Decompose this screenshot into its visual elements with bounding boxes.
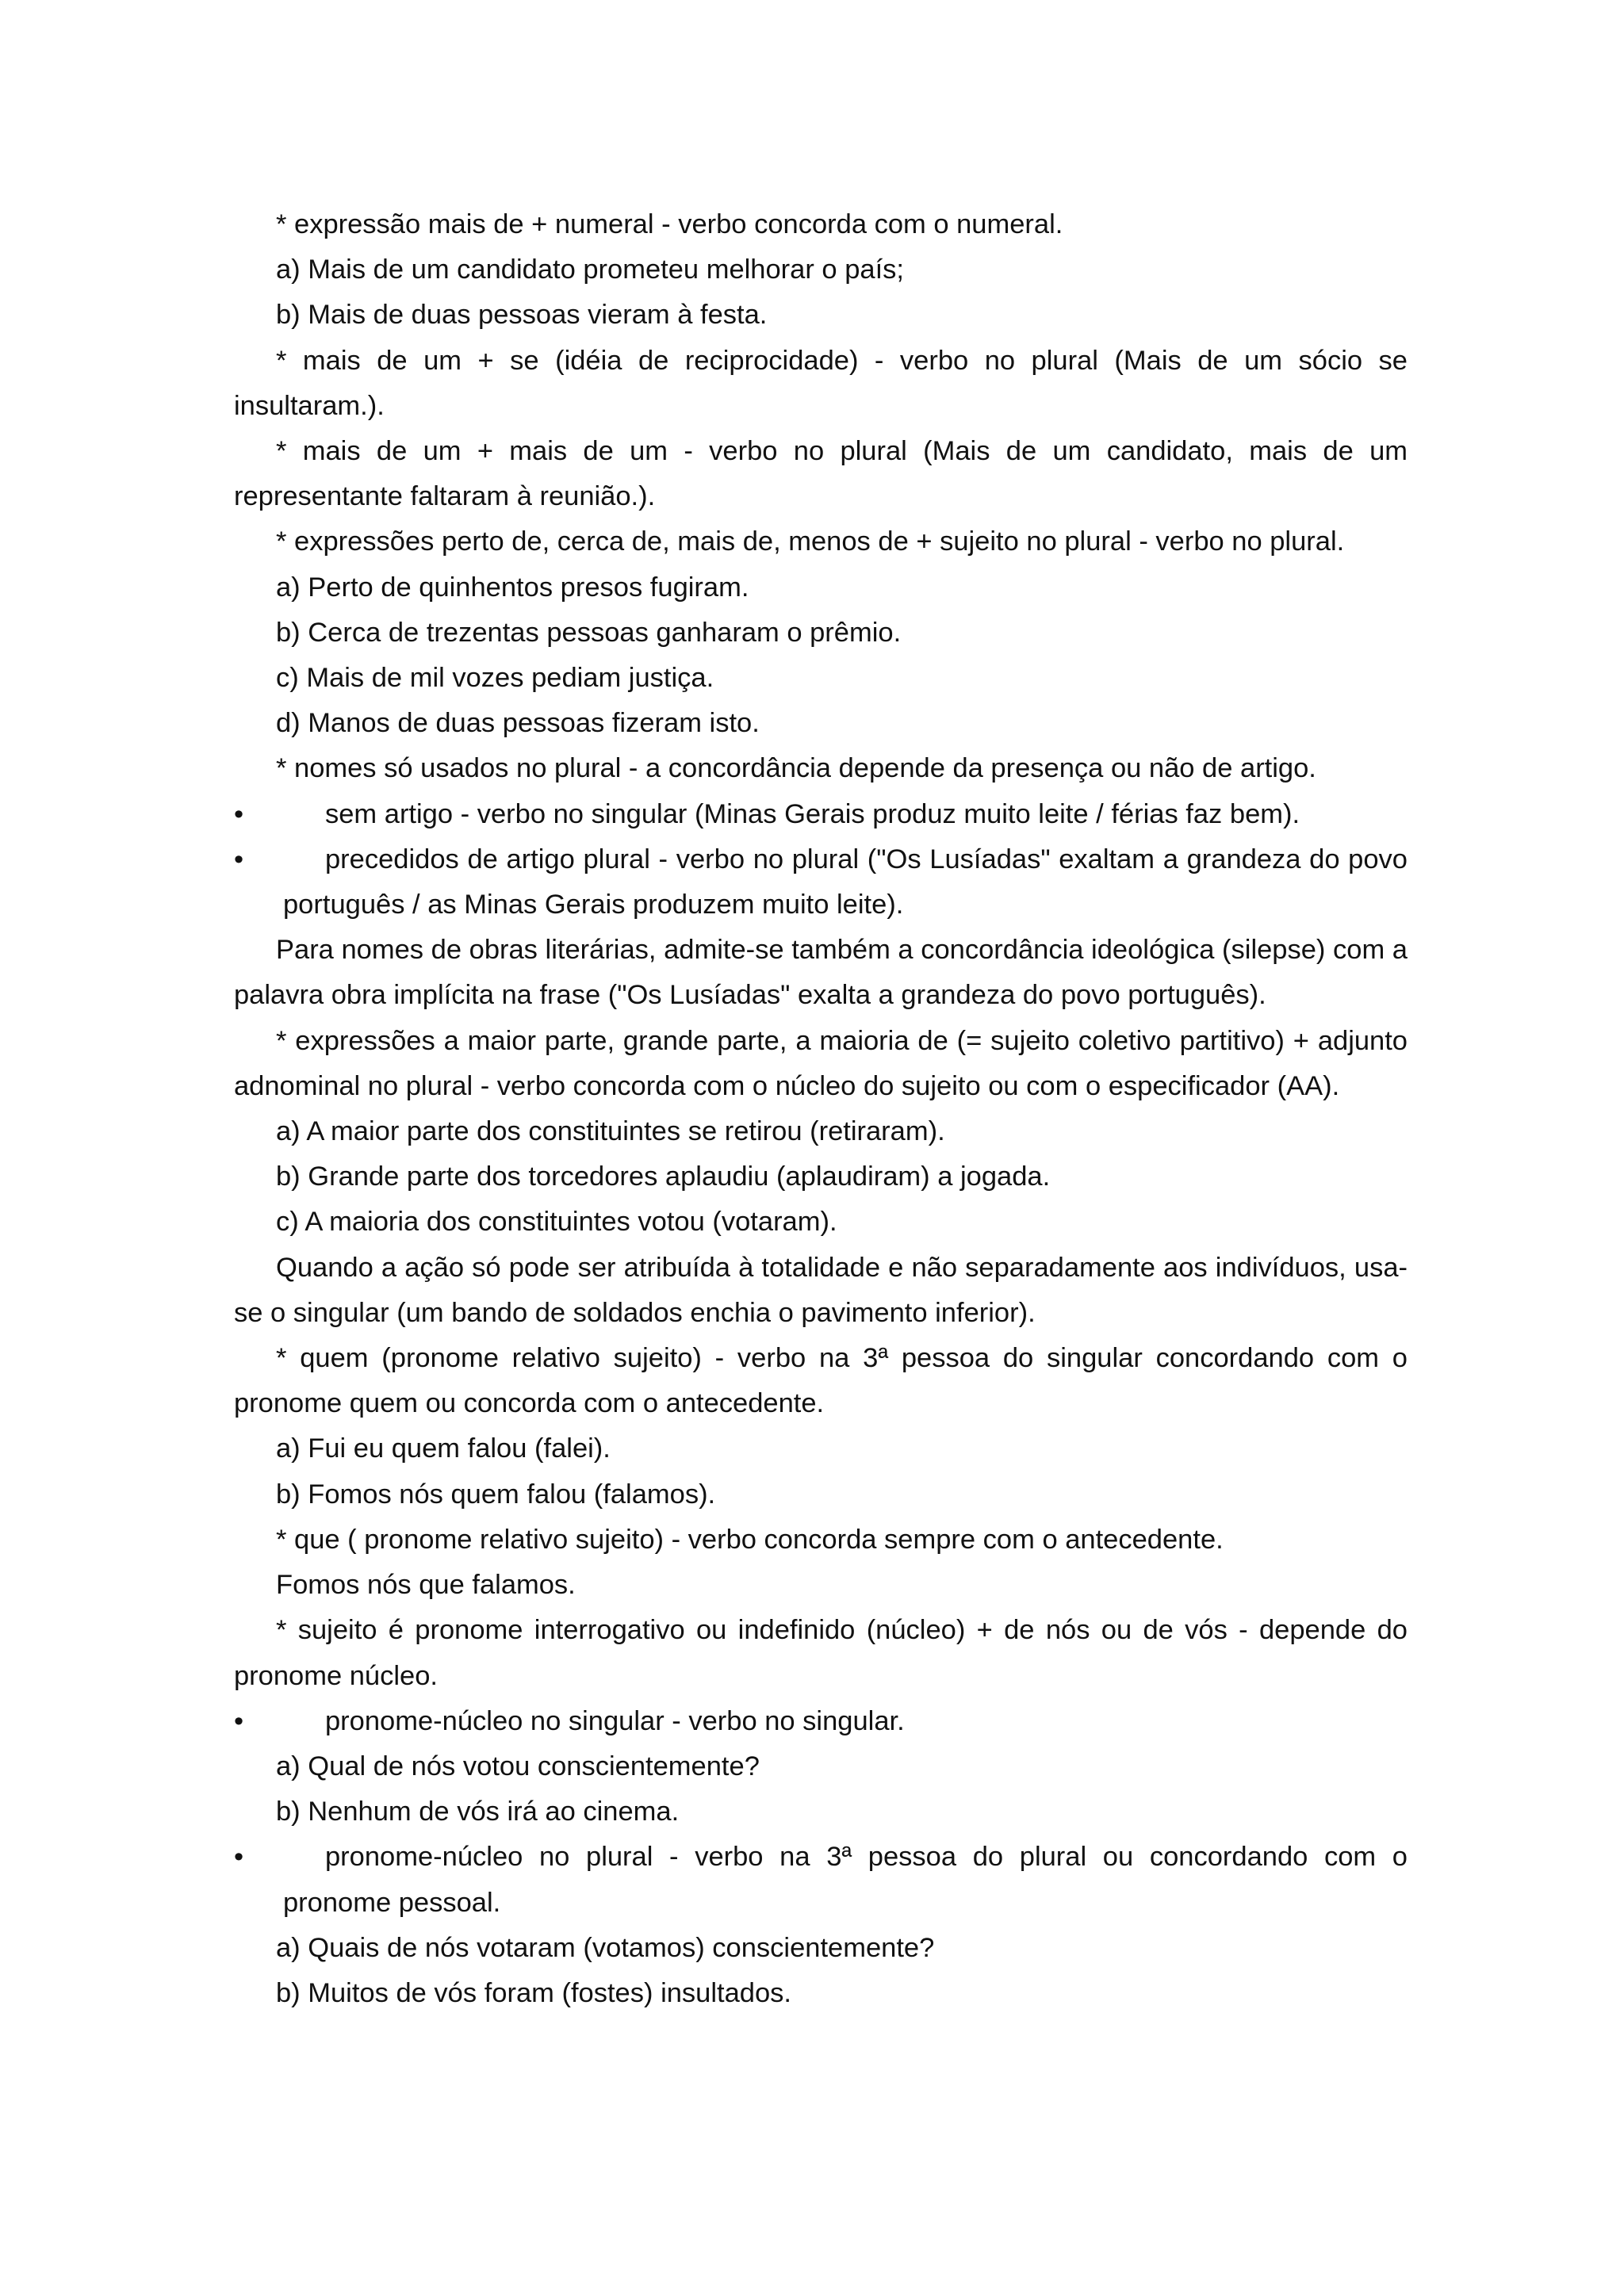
bullet-text: precedidos de artigo plural - verbo no plural ("Os Lusíadas" exaltam a grandeza do povo português / as Minas Gerais produzem muito leite).	[283, 844, 1408, 920]
document-page	[234, 202, 1408, 2016]
paragraph: * sujeito é pronome interrogativo ou indefinido (núcleo) + de nós ou de vós - depende do pronome núcleo.	[234, 1615, 1408, 1691]
paragraph: b) Grande parte dos torcedores aplaudiu (aplaudiram) a jogada.	[276, 1161, 1051, 1192]
paragraph: Para nomes de obras literárias, admite-se também a concordância ideológica (silepse) com a palavra obra implícita na frase ("Os Lusíadas" exalta a grandeza do povo português).	[234, 935, 1408, 1011]
paragraph: * quem (pronome relativo sujeito) - verbo na 3ª pessoa do singular concordando com o pronome quem ou concorda com o antecedente.	[234, 1343, 1408, 1419]
bullet-item	[234, 1699, 1408, 1744]
bullet-icon: •	[234, 1705, 244, 1736]
paragraph: Quando a ação só pode ser atribuída à totalidade e não separadamente aos indivíduos, usa-se o singular (um bando de soldados enchia o pavimento inferior).	[234, 1252, 1408, 1328]
paragraph: c) Mais de mil vozes pediam justiça.	[276, 663, 714, 694]
paragraph: b) Cerca de trezentas pessoas ganharam o prêmio.	[276, 617, 902, 648]
paragraph: * expressões a maior parte, grande parte, a maioria de (= sujeito coletivo partitivo) + adjunto adnominal no plural - verbo concorda com o núcleo do sujeito ou com o especificador (AA).	[234, 1025, 1408, 1101]
paragraph: a) Qual de nós votou conscientemente?	[276, 1751, 760, 1781]
bullet-item	[234, 792, 1408, 837]
bullet-icon: •	[234, 1842, 244, 1873]
bullet-icon: •	[234, 844, 244, 874]
paragraph: a) Quais de nós votaram (votamos) conscientemente?	[276, 1932, 935, 1963]
bullet-text: pronome-núcleo no singular - verbo no singular.	[325, 1705, 905, 1736]
bullet-item	[234, 837, 1408, 928]
paragraph: * expressões perto de, cerca de, mais de, menos de + sujeito no plural - verbo no plural.	[276, 526, 1345, 557]
paragraph: a) Mais de um candidato prometeu melhorar o país;	[276, 254, 904, 285]
paragraph: * mais de um + se (idéia de reciprocidade) - verbo no plural (Mais de um sócio se insultaram.).	[234, 345, 1408, 421]
paragraph: a) A maior parte dos constituintes se retirou (retiraram).	[276, 1116, 945, 1147]
paragraph: * que ( pronome relativo sujeito) - verbo concorda sempre com o antecedente.	[276, 1524, 1224, 1555]
bullet-text: sem artigo - verbo no singular (Minas Gerais produz muito leite / férias faz bem).	[325, 798, 1300, 829]
paragraph: b) Nenhum de vós irá ao cinema.	[276, 1797, 680, 1827]
paragraph: Fomos nós que falamos.	[276, 1570, 576, 1601]
paragraph: b) Muitos de vós foram (fostes) insultados.	[276, 1977, 792, 2008]
paragraph: * nomes só usados no plural - a concordância depende da presença ou não de artigo.	[276, 753, 1316, 784]
paragraph: b) Mais de duas pessoas vieram à festa.	[276, 300, 768, 331]
bullet-text: pronome-núcleo no plural - verbo na 3ª pessoa do plural ou concordando com o pronome pessoal.	[283, 1842, 1408, 1918]
bullet-icon: •	[234, 798, 244, 829]
paragraph: * mais de um + mais de um - verbo no plural (Mais de um candidato, mais de um representante faltaram à reunião.).	[234, 436, 1408, 512]
paragraph: a) Fui eu quem falou (falei).	[276, 1433, 611, 1464]
paragraph: c) A maioria dos constituintes votou (votaram).	[276, 1207, 837, 1238]
paragraph: * expressão mais de + numeral - verbo concorda com o numeral.	[276, 209, 1063, 239]
bullet-item	[234, 1835, 1408, 1925]
paragraph: b) Fomos nós quem falou (falamos).	[276, 1479, 716, 1510]
paragraph: d) Manos de duas pessoas fizeram isto.	[276, 708, 760, 739]
paragraph: a) Perto de quinhentos presos fugiram.	[276, 572, 749, 603]
